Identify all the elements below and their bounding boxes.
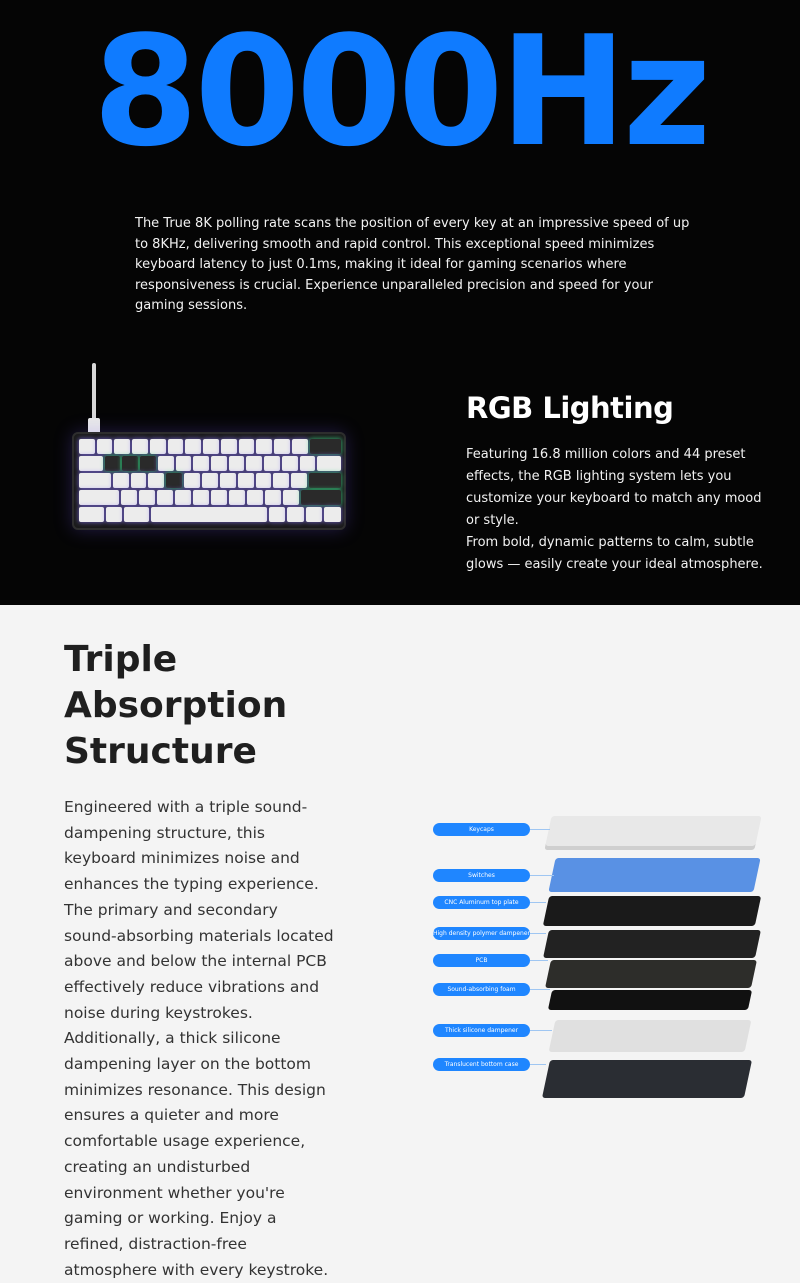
layer-label-pcb: PCB xyxy=(433,954,530,967)
keycap xyxy=(157,490,173,505)
rgb-paragraph-2: From bold, dynamic patterns to calm, subtle glows — easily create your ideal atmosphere. xyxy=(466,535,763,572)
keycap xyxy=(114,439,130,454)
keycap xyxy=(79,439,95,454)
keycaps-layer xyxy=(544,816,761,850)
keycap xyxy=(283,490,299,505)
layer-label-keycaps: Keycaps xyxy=(433,823,530,836)
switches-layer xyxy=(548,858,760,892)
polling-rate-description: The True 8K polling rate scans the position of every key at an impressive speed of up to 8KHz, delivering smooth and rapid control. This exceptional speed minimizes keyboard latency to just 0.1ms, making it ideal for gaming scenarios where responsiveness is crucial. Experience unparalleled precision and speed for your gaming sessions. xyxy=(135,216,690,313)
keycap xyxy=(79,456,103,471)
bottom-case-layer xyxy=(542,1060,752,1098)
keycap xyxy=(229,456,245,471)
keycap xyxy=(274,439,290,454)
keycap xyxy=(300,456,316,471)
leader-line xyxy=(530,1064,546,1065)
keycap xyxy=(273,473,289,488)
keycap xyxy=(168,439,184,454)
keycap xyxy=(176,456,192,471)
keycap xyxy=(246,456,262,471)
key-row xyxy=(79,439,341,454)
keycap xyxy=(256,439,272,454)
keycap xyxy=(306,507,323,522)
keycap xyxy=(105,456,121,471)
leader-line xyxy=(530,933,546,934)
layer-label-bottom-case: Translucent bottom case xyxy=(433,1058,530,1071)
keycap xyxy=(150,439,166,454)
keycap xyxy=(175,490,191,505)
layer-label-polymer-dampener: High density polymer dampener xyxy=(433,927,530,940)
layer-label-silicone-dampener: Thick silicone dampener xyxy=(433,1024,530,1037)
polymer-dampener-layer xyxy=(543,930,761,958)
keyboard-keys xyxy=(79,439,341,524)
keycap xyxy=(238,473,254,488)
keycap xyxy=(158,456,174,471)
key-row xyxy=(79,456,341,471)
layer-label-foam: Sound-absorbing foam xyxy=(433,983,530,996)
keycap xyxy=(256,473,272,488)
keycap xyxy=(79,507,104,522)
absorption-description: Engineered with a triple sound-dampening structure, this keyboard minimizes noise and enhances the typing experience. The primary and secondary sound-absorbing materials located above and below the internal PCB effectively reduce vibrations and noise during keystrokes. Additionally, a thick silicone dampening layer on the bottom minimizes resonance. This design ensures a quieter and more comfortable usage experience, creating an undisturbed environment whether you're gaming or working. Enjoy a refined, distraction-free atmosphere with every keystroke. xyxy=(64,798,334,1279)
leader-line xyxy=(530,989,550,990)
leader-line xyxy=(530,960,548,961)
keycap xyxy=(220,473,236,488)
keycap xyxy=(292,439,308,454)
keycap xyxy=(203,439,219,454)
keycap xyxy=(265,490,281,505)
keycap xyxy=(239,439,255,454)
keycap xyxy=(269,507,286,522)
rgb-lighting-description xyxy=(466,444,766,576)
keycap xyxy=(131,473,147,488)
keycap xyxy=(140,456,156,471)
leader-line xyxy=(530,829,550,830)
keycap xyxy=(113,473,129,488)
keycap xyxy=(132,439,148,454)
hero-section xyxy=(0,0,800,605)
key-row xyxy=(79,490,341,505)
keycap xyxy=(310,439,341,454)
keycap xyxy=(106,507,123,522)
keycap xyxy=(317,456,341,471)
keycap xyxy=(247,490,263,505)
keycap xyxy=(79,490,119,505)
rgb-paragraph-1: Featuring 16.8 million colors and 44 preset effects, the RGB lighting system lets you customize your keyboard to match any mood or style. xyxy=(466,447,762,528)
keycap xyxy=(291,473,307,488)
keycap xyxy=(79,473,111,488)
keycap xyxy=(148,473,164,488)
keycap xyxy=(287,507,304,522)
keycap xyxy=(185,439,201,454)
keycap xyxy=(151,507,267,522)
keycap xyxy=(193,456,209,471)
key-row xyxy=(79,473,341,488)
leader-line xyxy=(530,1030,552,1031)
absorption-title: Triple Absorption Structure xyxy=(64,639,288,772)
keycap xyxy=(264,456,280,471)
keycap xyxy=(309,473,341,488)
keycap xyxy=(301,490,341,505)
keycap xyxy=(282,456,298,471)
aluminum-plate-layer xyxy=(543,896,761,926)
keycap xyxy=(122,456,138,471)
leader-line xyxy=(530,902,546,903)
keycap xyxy=(211,490,227,505)
polling-rate-title: 8000Hz xyxy=(92,3,708,180)
leader-line xyxy=(530,875,554,876)
layer-label-top-plate: CNC Aluminum top plate xyxy=(433,896,530,909)
keycap xyxy=(202,473,218,488)
keycap xyxy=(97,439,113,454)
exploded-layers-diagram xyxy=(430,810,770,1110)
keycap xyxy=(166,473,182,488)
usb-cable xyxy=(92,363,96,423)
silicone-dampener-layer xyxy=(549,1020,752,1052)
foam-layer xyxy=(548,990,752,1010)
key-row xyxy=(79,507,341,522)
keycap xyxy=(324,507,341,522)
keycap xyxy=(211,456,227,471)
keycap xyxy=(184,473,200,488)
keyboard-body xyxy=(72,432,346,530)
rgb-lighting-title: RGB Lighting xyxy=(466,391,674,425)
keycap xyxy=(193,490,209,505)
keycap xyxy=(139,490,155,505)
pcb-layer xyxy=(545,960,757,988)
keycap xyxy=(121,490,137,505)
layer-label-switches: Switches xyxy=(433,869,530,882)
keycap xyxy=(221,439,237,454)
keycap xyxy=(229,490,245,505)
keycap xyxy=(124,507,149,522)
